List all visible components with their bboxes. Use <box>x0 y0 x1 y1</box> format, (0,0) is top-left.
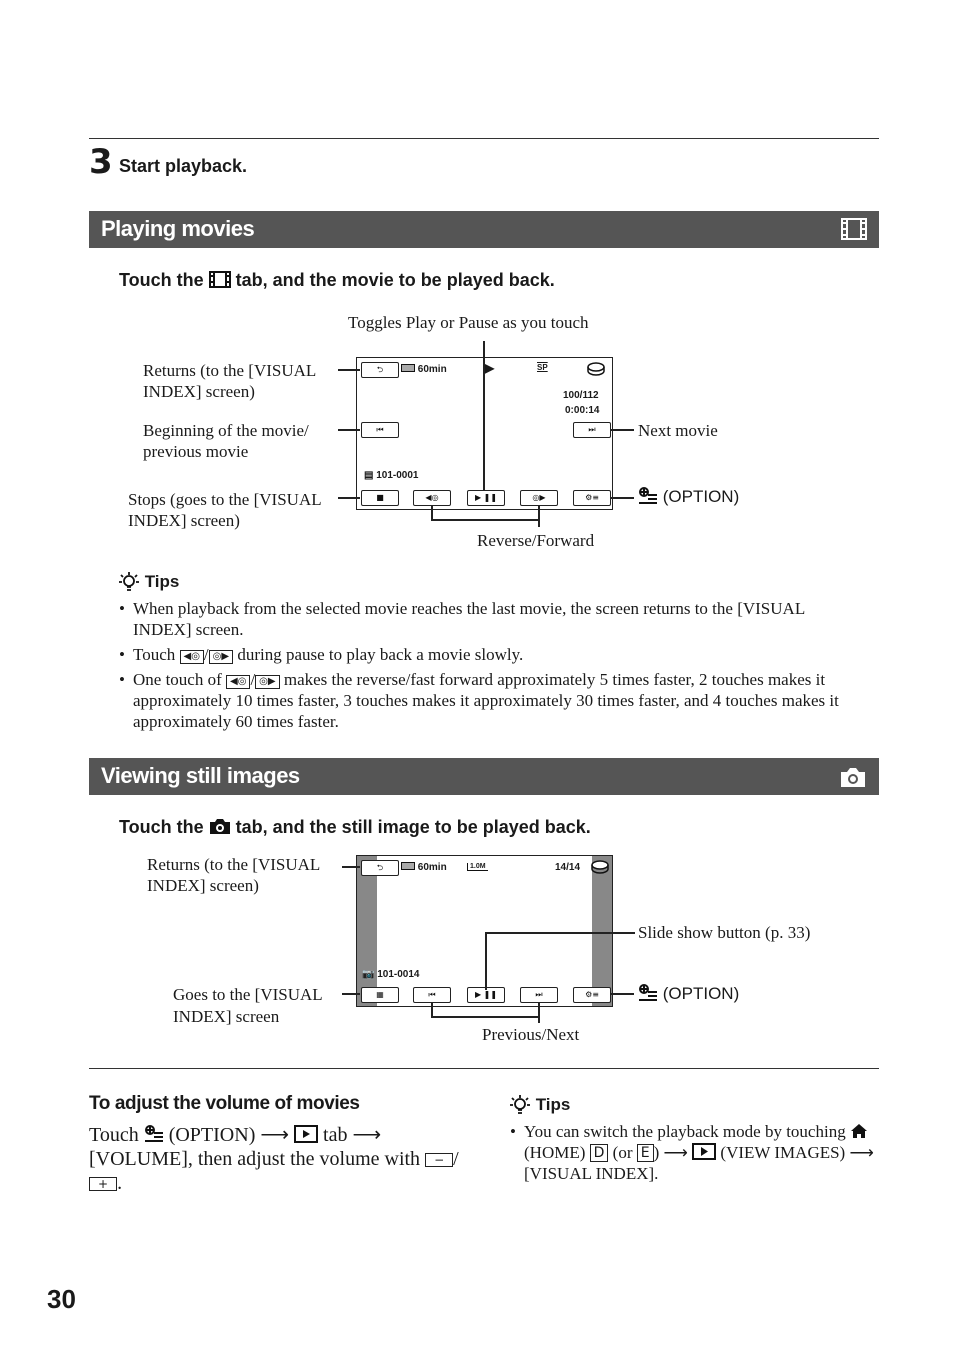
leader-line <box>338 497 360 499</box>
previous-movie-button[interactable]: ⏮ <box>361 422 399 438</box>
leader-line <box>610 429 634 431</box>
quality-indicator: SP <box>537 363 548 372</box>
leader-line <box>485 932 635 934</box>
file-number: 📷 101-0014 <box>362 969 420 980</box>
leader-line <box>610 993 634 995</box>
play-tab-icon <box>294 1124 318 1146</box>
film-icon <box>209 270 231 290</box>
stop-button[interactable]: ■ <box>361 490 399 506</box>
return-button[interactable]: ⮌ <box>361 362 399 378</box>
battery-indicator: 60min <box>401 862 447 873</box>
callout-reverse-forward: Reverse/Forward <box>477 531 595 550</box>
tab-e-icon: E <box>637 1144 654 1162</box>
next-movie-button[interactable]: ⏭ <box>573 422 611 438</box>
leader-line <box>431 519 539 521</box>
callout-option: (OPTION) <box>638 487 739 507</box>
tips-list <box>510 1121 875 1188</box>
volume-plus-icon: + <box>89 1177 117 1191</box>
previous-button[interactable]: ⏮ <box>413 987 451 1003</box>
media-icon <box>591 860 609 879</box>
leader-line <box>431 1016 539 1018</box>
top-rule <box>89 138 879 139</box>
volume-heading: To adjust the volume of movies <box>89 1093 360 1114</box>
option-button[interactable]: ⚙≡ <box>573 490 611 506</box>
forward-button[interactable]: ◎▶ <box>520 490 558 506</box>
camera-icon <box>209 817 231 837</box>
play-pause-button[interactable]: ▶ ❚❚ <box>467 490 505 506</box>
list-item: • When playback from the selected movie reaches the last movie, the screen returns to the [VISUAL INDEX] screen. <box>119 598 864 640</box>
view-images-icon <box>692 1143 716 1162</box>
forward-button-icon: ◎▶ <box>209 650 233 664</box>
camera-icon <box>839 766 867 793</box>
battery-icon <box>401 364 415 372</box>
list-item: • One touch of ◀◎ / ◎▶ makes the reverse/fast forward approximately 5 times faster, 2 touches makes it approximately 10 times faster, 3 touches makes it approximately 30 times faster, and 4 touches makes it approximately 60 times faster. <box>119 669 864 732</box>
home-icon <box>850 1122 868 1141</box>
image-size-indicator: 1.0M <box>467 863 488 871</box>
leader-line <box>610 497 634 499</box>
step-label: Start playback. <box>119 156 248 176</box>
tips-heading: Tips <box>118 571 179 592</box>
screen-left-band <box>357 856 377 1006</box>
movie-instruction: Touch the tab, and the movie to be played back. <box>119 270 555 290</box>
tips-heading: Tips <box>509 1094 570 1115</box>
tab-d-icon: D <box>590 1144 609 1162</box>
reverse-button-icon: ◀◎ <box>226 675 250 689</box>
volume-text: Touch (OPTION) ⟶ tab ⟶ [VOLUME], then adjust the volume with − /+ . <box>89 1124 459 1194</box>
media-icon <box>587 362 605 381</box>
section-bar-still <box>89 758 879 795</box>
counter: 100/112 <box>563 390 599 401</box>
battery-icon <box>401 862 415 870</box>
arrow-right-icon: ⟶ <box>260 1124 290 1146</box>
leader-line <box>483 341 485 491</box>
option-icon <box>638 984 658 1003</box>
counter: 14/14 <box>555 862 581 873</box>
callout-beginning-1: Beginning of the movie/ <box>143 421 309 440</box>
leader-line <box>338 429 360 431</box>
section-title: Playing movies <box>101 216 255 241</box>
list-item: • Touch ◀◎ / ◎▶ during pause to play back a movie slowly. <box>119 644 864 665</box>
leader-line <box>485 932 487 990</box>
arrow-right-icon: ⟶ <box>849 1143 874 1162</box>
callout-goes-1: Goes to the [VISUAL <box>173 985 323 1004</box>
callout-beginning-2: previous movie <box>143 442 249 461</box>
volume-minus-icon: − <box>425 1153 453 1167</box>
callout-option: (OPTION) <box>638 984 739 1004</box>
callout-next: Next movie <box>638 421 718 440</box>
lightbulb-icon <box>509 1095 531 1114</box>
page-number: 30 <box>47 1284 76 1314</box>
leader-line <box>431 505 433 519</box>
option-button[interactable]: ⚙≡ <box>573 987 611 1003</box>
slideshow-button[interactable]: ▶ ❚❚ <box>467 987 505 1003</box>
leader-line <box>538 1003 540 1023</box>
time-counter: 0:00:14 <box>565 405 600 416</box>
section-bar-movies <box>89 211 879 248</box>
still-instruction: Touch the tab, and the still image to be played back. <box>119 817 591 837</box>
leader-line <box>538 505 540 527</box>
callout-returns-2: INDEX] screen) <box>147 876 259 895</box>
film-icon <box>841 218 867 245</box>
camera-icon: 📷 <box>362 969 375 980</box>
tips-list <box>119 598 864 736</box>
callout-slideshow: Slide show button (p. 33) <box>638 923 811 942</box>
list-item: • You can switch the playback mode by touching (HOME) D (or E ) ⟶ (VIEW IMAGES) ⟶ [VISUAL INDEX]. <box>510 1121 875 1184</box>
next-button[interactable]: ⏭ <box>520 987 558 1003</box>
arrow-right-icon: ⟶ <box>352 1124 382 1146</box>
callout-goes-2: INDEX] screen <box>173 1007 280 1026</box>
file-number: ▤ 101-0001 <box>364 470 419 481</box>
leader-line <box>338 369 360 371</box>
reverse-button-icon: ◀◎ <box>180 650 204 664</box>
leader-line <box>431 1003 433 1017</box>
callout-returns-2: INDEX] screen) <box>143 382 255 401</box>
section-rule <box>89 1068 879 1069</box>
arrow-right-icon: ⟶ <box>663 1143 688 1162</box>
step-number: 3 <box>89 142 113 182</box>
option-icon <box>638 487 658 506</box>
callout-previous-next: Previous/Next <box>482 1025 580 1044</box>
reverse-button[interactable]: ◀◎ <box>413 490 451 506</box>
option-icon <box>144 1124 164 1146</box>
battery-indicator: 60min <box>401 364 447 375</box>
lightbulb-icon <box>118 572 140 591</box>
play-status-icon: ▶ <box>485 361 495 375</box>
section-title: Viewing still images <box>101 763 300 788</box>
return-button[interactable]: ⮌ <box>361 860 399 876</box>
movie-screen <box>356 357 613 510</box>
callout-returns-1: Returns (to the [VISUAL <box>143 361 317 380</box>
callout-toggle: Toggles Play or Pause as you touch <box>348 313 589 332</box>
callout-returns-1: Returns (to the [VISUAL <box>147 855 321 874</box>
film-icon: ▤ <box>364 470 374 481</box>
leader-line <box>342 993 360 995</box>
index-button[interactable]: ▦ <box>361 987 399 1003</box>
leader-line <box>342 866 360 868</box>
callout-stops-2: INDEX] screen) <box>128 511 240 530</box>
callout-stops-1: Stops (goes to the [VISUAL <box>128 490 322 509</box>
forward-button-icon: ◎▶ <box>255 675 279 689</box>
